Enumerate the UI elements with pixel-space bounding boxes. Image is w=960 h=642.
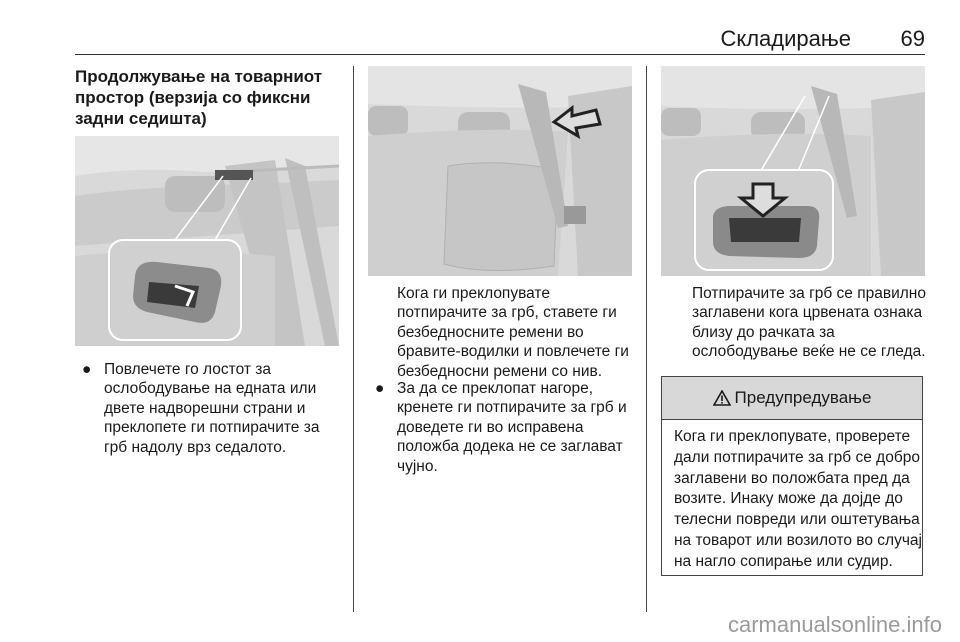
watermark: carmanualsonline.info: [727, 612, 942, 637]
bullet-text: Повлечете го лостот за ослободување на едната или двете надворешни страни и преклопете ги потпирачите за грб надолу врз седалото.: [104, 361, 320, 456]
column-divider: [353, 66, 354, 612]
header-title: Складирање: [720, 26, 851, 51]
warning-header: [662, 377, 922, 420]
warning-triangle-icon: [713, 390, 731, 406]
bullet-marker: ●: [82, 361, 92, 378]
photo-seat-belt-guide: [368, 66, 632, 276]
paragraph-latched: Потпирачите за грб се правилно заглавени кога црвената ознака близу до рачката за ослободување веќе не се гледа.: [692, 285, 926, 361]
section-title: Продолжување на товарниот простор (верзија со фиксни задни седишта): [75, 67, 323, 128]
warning-text: Кога ги преклопувате, проверете дали потпирачите за грб се добро заглавени во положбата пред да возите. Инаку може да дојде до телесни повреди или оштетувања на товарот или возилото во случај на нагло сопирање или судир.: [674, 428, 922, 570]
bullet-marker: ●: [375, 380, 385, 397]
photo-backrest-latch: [661, 66, 925, 276]
page-number: 69: [900, 26, 925, 51]
warning-title: Предупредување: [734, 388, 872, 407]
warning-box: [661, 376, 923, 576]
paragraph-folding: Кога ги преклопувате потпирачите за грб, ставете ги безбедносните ремени во бравите-водилки и повлечете ги безбедносни ремени со нив.: [397, 285, 629, 380]
bullet-item: [82, 360, 344, 457]
bullet-item: [375, 379, 633, 476]
column-divider: [646, 66, 647, 612]
page-header: [75, 24, 925, 55]
photo-release-lever: [75, 136, 339, 346]
bullet-text: За да се преклопат нагоре, кренете ги потпирачите за грб и доведете ги во исправена положба додека не се заглават чујно.: [397, 380, 627, 475]
